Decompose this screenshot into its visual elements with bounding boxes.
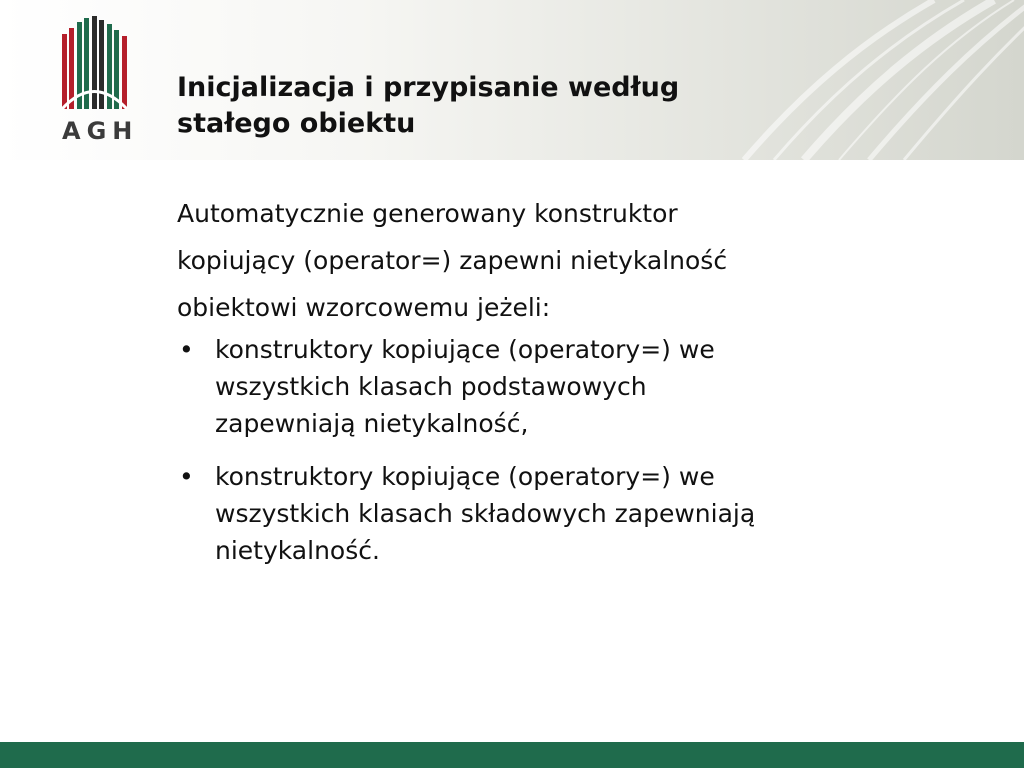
- bullet-line: zapewniają nietykalność,: [215, 409, 529, 438]
- footer-bar: [0, 742, 1024, 768]
- intro-paragraph: [177, 190, 977, 331]
- bullet-marker: •: [179, 335, 194, 364]
- title-line: Inicjalizacja i przypisanie według: [177, 72, 680, 103]
- title-line: stałego obiektu: [177, 108, 416, 139]
- intro-line: Automatycznie generowany konstruktor: [177, 199, 678, 228]
- bullet-line: konstruktory kopiujące (operatory=) we: [215, 335, 715, 364]
- logo-text: AGH: [62, 117, 139, 145]
- bullet-item: [177, 331, 977, 442]
- bullet-line: konstruktory kopiujące (operatory=) we: [215, 462, 715, 491]
- bullet-list: [177, 331, 977, 569]
- bullet-line: nietykalność.: [215, 536, 380, 565]
- bullet-item: [177, 458, 977, 569]
- bullet-line: wszystkich klasach składowych zapewniają: [215, 499, 756, 528]
- bullet-line: wszystkich klasach podstawowych: [215, 372, 647, 401]
- bullet-marker: •: [179, 462, 194, 491]
- slide-title: [177, 70, 877, 142]
- slide-header: [0, 0, 1024, 160]
- intro-line: kopiujący (operator=) zapewni nietykalność: [177, 246, 728, 275]
- slide-body: [177, 190, 977, 569]
- intro-line: obiektowi wzorcowemu jeżeli:: [177, 293, 551, 322]
